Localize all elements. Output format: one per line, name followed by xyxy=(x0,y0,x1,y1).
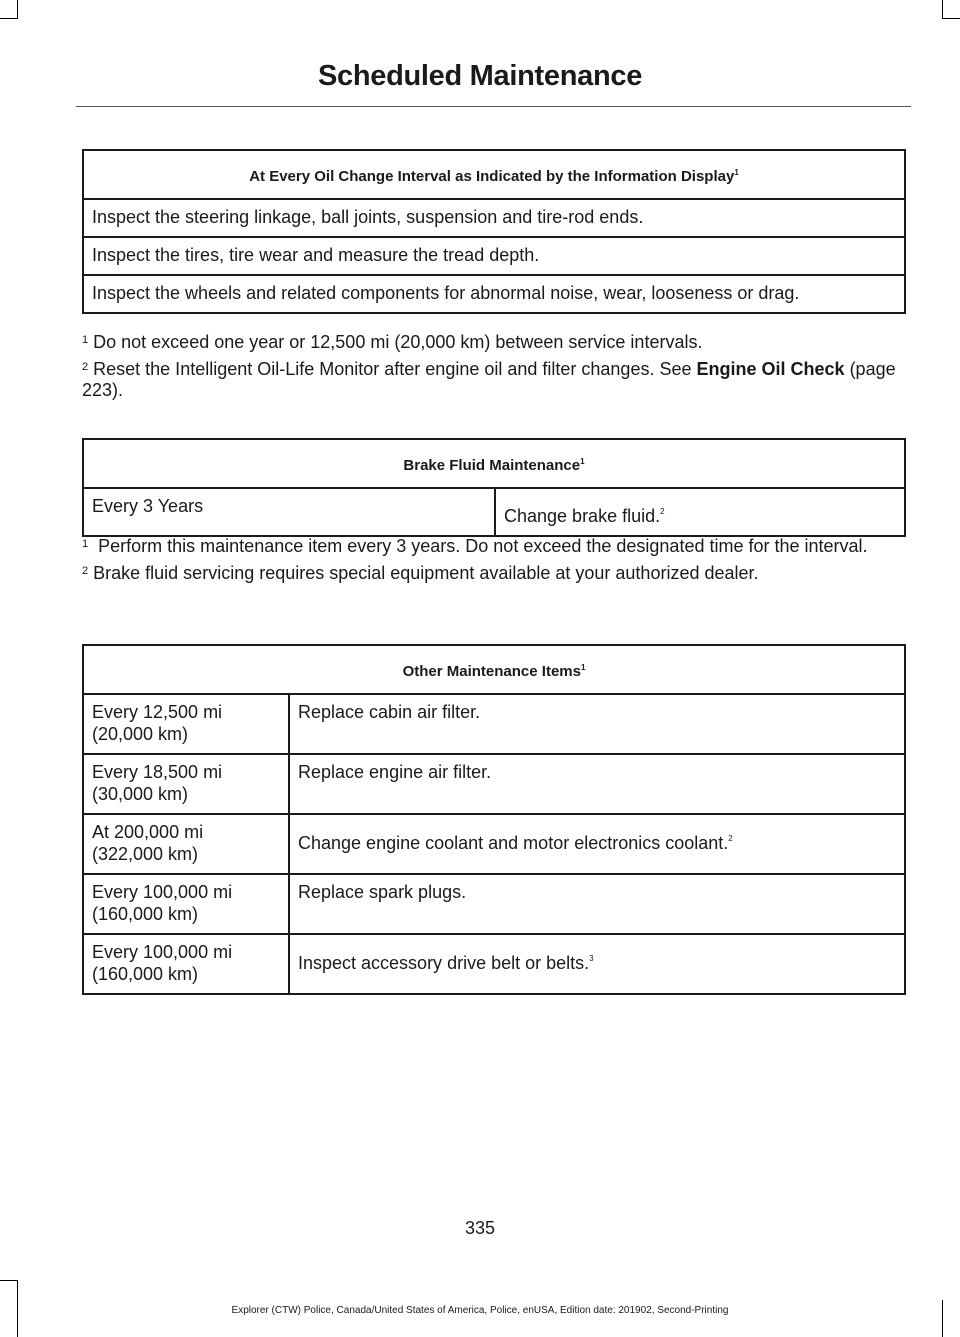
action-cell: Replace spark plugs. xyxy=(289,874,905,934)
footnote-ref: 1 xyxy=(580,663,586,672)
footnote: $^2$ Reset the Intelligent Oil-Life Monitor after engine oil and filter changes. See Engine Oil Check (page 223). xyxy=(82,359,896,400)
interval-cell: Every 12,500 mi (20,000 km) xyxy=(83,694,289,754)
crop-mark-top-right-h xyxy=(942,18,960,19)
crop-mark-top-right xyxy=(942,0,943,18)
table-row xyxy=(83,275,905,313)
table-header-row xyxy=(83,645,905,694)
table-cell: Inspect the steering linkage, ball joints, suspension and tire-rod ends. xyxy=(83,199,905,237)
table-header-row xyxy=(83,439,905,488)
page-number: 335 xyxy=(464,1218,496,1238)
footnote-ref: 1 xyxy=(580,457,585,466)
other-maintenance-table xyxy=(82,644,906,995)
brake-fluid-table-heading: Brake Fluid Maintenance$^1$ xyxy=(83,439,905,488)
interval-cell: Every 3 Years xyxy=(83,488,495,536)
oil-change-table xyxy=(82,149,906,314)
action-cell: Inspect accessory drive belt or belts.$^3$ xyxy=(289,934,905,994)
table-row xyxy=(83,488,905,536)
table-cell: Inspect the tires, tire wear and measure the tread depth. xyxy=(83,237,905,275)
table-row xyxy=(83,814,905,874)
footnote: $^2$ Brake fluid servicing requires special equipment available at your authorized dealer. xyxy=(82,563,759,583)
oil-change-footnotes xyxy=(82,332,908,407)
action-cell: Replace engine air filter. xyxy=(289,754,905,814)
action-cell: Change brake fluid.$^2$ xyxy=(495,488,905,536)
crop-mark-top-left-h xyxy=(0,18,18,19)
crop-mark-bottom-left-h xyxy=(0,1280,18,1281)
footnote: $^1$ Do not exceed one year or 12,500 mi (20,000 km) between service intervals. xyxy=(82,332,703,352)
footnote-ref: 1 xyxy=(734,168,739,177)
interval-cell: At 200,000 mi (322,000 km) xyxy=(83,814,289,874)
brake-fluid-footnotes xyxy=(82,536,908,590)
footnote-ref: 3 xyxy=(589,954,594,963)
page-title: Scheduled Maintenance xyxy=(317,60,643,92)
table-row xyxy=(83,694,905,754)
interval-cell: Every 18,500 mi (30,000 km) xyxy=(83,754,289,814)
action-cell: Change engine coolant and motor electronics coolant.$^2$ xyxy=(289,814,905,874)
interval-cell: Every 100,000 mi (160,000 km) xyxy=(83,934,289,994)
footnote-ref: 2 xyxy=(728,834,733,843)
other-maintenance-table-heading: Other Maintenance Items$^1$ xyxy=(83,645,905,694)
title-divider xyxy=(76,106,911,107)
table-row xyxy=(83,199,905,237)
brake-fluid-table xyxy=(82,438,906,537)
table-row xyxy=(83,934,905,994)
table-row xyxy=(83,237,905,275)
interval-cell: Every 100,000 mi (160,000 km) xyxy=(83,874,289,934)
table-cell: Inspect the wheels and related components for abnormal noise, wear, looseness or drag. xyxy=(83,275,905,313)
footnote: $^1$ Perform this maintenance item every 3 years. Do not exceed the designated time for the interval. xyxy=(82,536,868,556)
oil-change-table-heading: At Every Oil Change Interval as Indicated by the Information Display$^1$ xyxy=(83,150,905,199)
table-header-row xyxy=(83,150,905,199)
engine-oil-check-link[interactable]: Engine Oil Check xyxy=(696,359,845,379)
edition-footer: Explorer (CTW) Police, Canada/United States of America, Police, enUSA, Edition date: 201902, Second-Printing xyxy=(231,1305,729,1316)
table-row xyxy=(83,874,905,934)
footnote-ref: 2 xyxy=(660,507,665,516)
crop-mark-top-left xyxy=(17,0,18,18)
action-cell: Replace cabin air filter. xyxy=(289,694,905,754)
table-row xyxy=(83,754,905,814)
